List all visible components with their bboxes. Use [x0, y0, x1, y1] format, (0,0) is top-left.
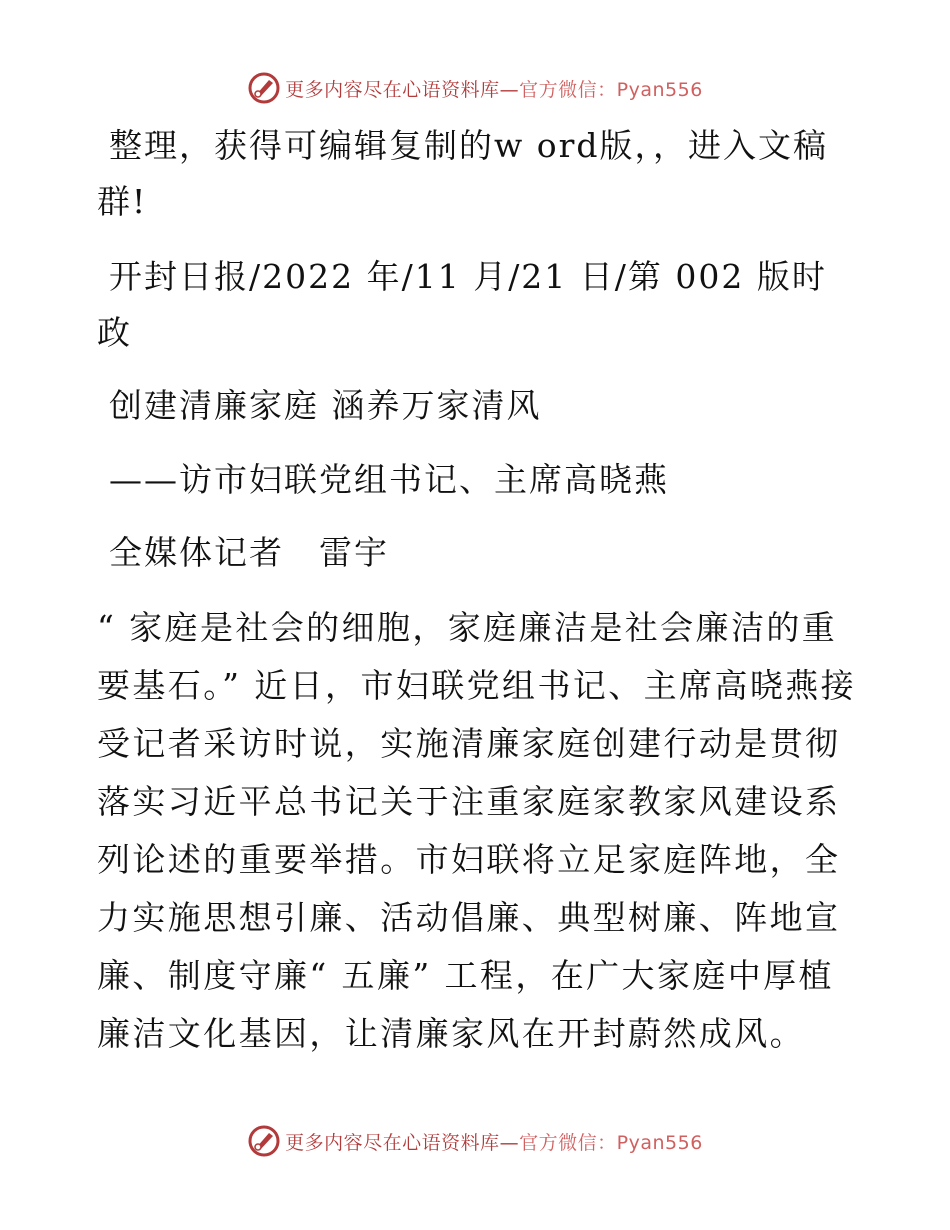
- footer-watermark: [0, 1121, 950, 1161]
- byline: 全媒体记者 雷宇: [109, 533, 389, 572]
- source-line: 开封日报/2022 年/11 月/21 日/第 002 版时政: [97, 257, 827, 352]
- header-watermark: [0, 68, 950, 108]
- subheadline: ——访市妇联党组书记、主席高晓燕: [109, 459, 669, 499]
- headline: 创建清廉家庭 涵养万家清风: [109, 386, 542, 425]
- quill-seal-icon: [247, 1124, 281, 1158]
- quill-seal-icon: [247, 71, 281, 105]
- body-paragraph: “ 家庭是社会的细胞，家庭廉洁是社会廉洁的重要基石。” 近日，市妇联党组书记、主席高晓燕接受记者采访时说，实施清廉家庭创建行动是贯彻落实习近平总书记关于注重家庭家教家风建设系列论述的重要举措。市妇联将立足家庭阵地，全力实施思想引廉、活动倡廉、典型树廉、阵地宣廉、制度守廉“ 五廉” 工程，在广大家庭中厚植廉洁文化基因，让清廉家风在开封蔚然成风。: [97, 607, 857, 1053]
- watermark-text: 更多内容尽在心语资料库—官方微信：Pyan556: [285, 1131, 703, 1154]
- document-body: [97, 118, 857, 1063]
- intro-text: 整理，获得可编辑复制的w ord版，，进入文稿群!: [97, 126, 829, 221]
- watermark-text: 更多内容尽在心语资料库—官方微信：Pyan556: [285, 78, 703, 101]
